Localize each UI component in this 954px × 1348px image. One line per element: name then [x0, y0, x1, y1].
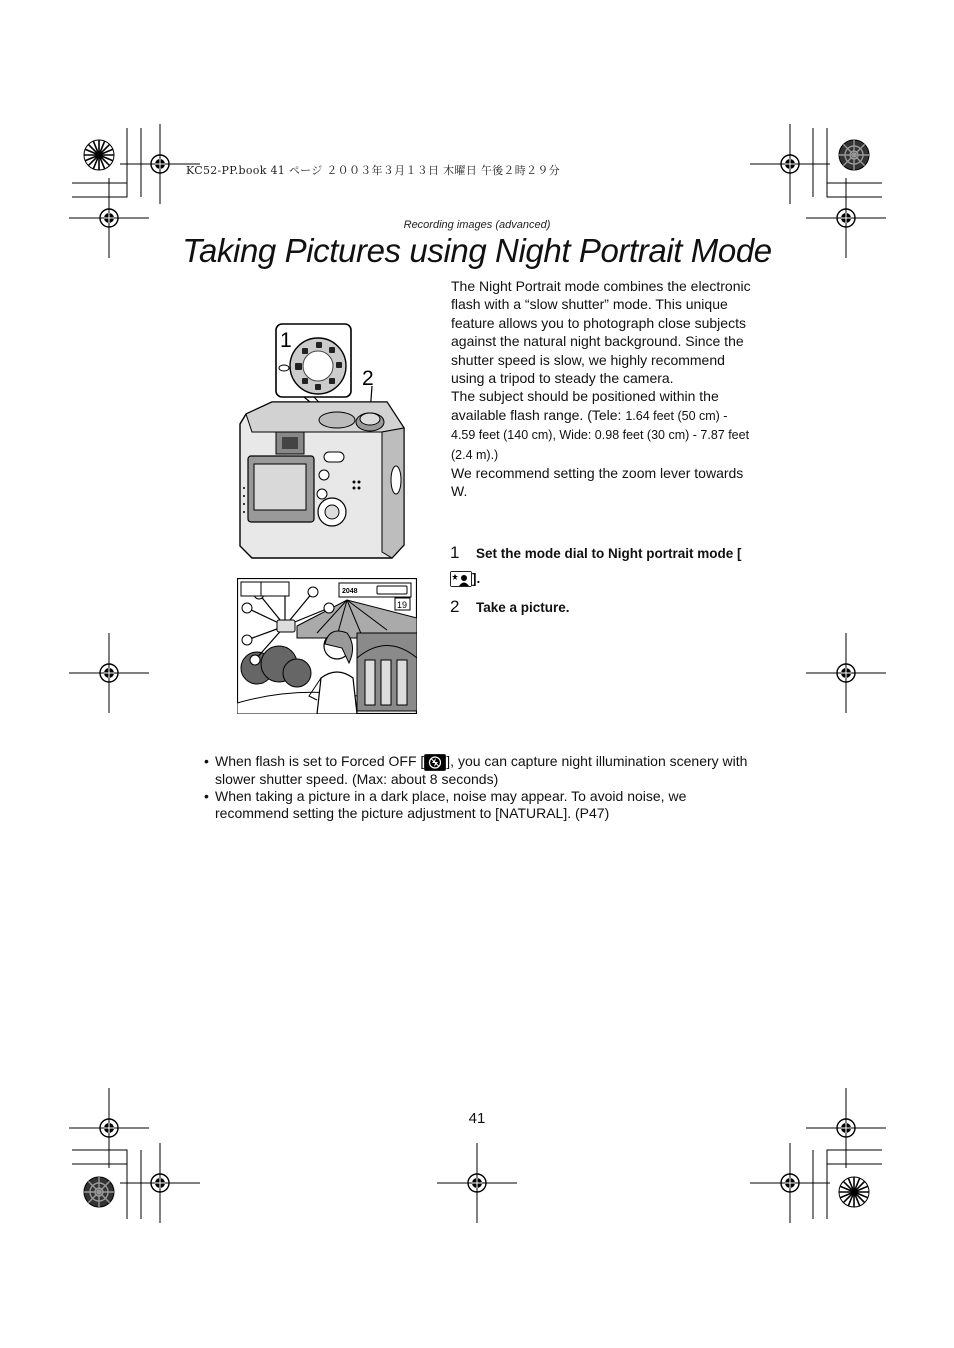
step-2: [450, 595, 750, 620]
step-1-text-end: ].: [472, 571, 481, 586]
intro-paragraph-1: The Night Portrait mode combines the electronic flash with a “slow shutter” mode. This unique feature allows you to photograph close subjects against the natural night background. Since the shutter speed is slow, we highly recommend using a tripod to steady the camera.: [451, 278, 751, 387]
flash-range-values: 1.64 feet (50 cm) - 4.59 feet (140 cm), Wide: 0.98 feet (30 cm) - 7.87 feet (2.4 m).): [451, 408, 750, 462]
page-title: Taking Pictures using Night Portrait Mode: [182, 232, 772, 269]
intro-paragraph-2: [451, 387, 751, 464]
intro-paragraph-3: We recommend setting the zoom lever towards W.: [451, 465, 744, 500]
callout-1: 1: [280, 329, 292, 352]
camera-illustration: [232, 320, 412, 562]
note-item-1: [204, 753, 764, 788]
lcd-screen-illustration: [237, 578, 417, 714]
flash-range-lead: The subject should be positioned within the available flash range. (Tele:: [451, 388, 719, 423]
flash-off-icon: [424, 754, 446, 771]
note-item-2: • When taking a picture in a dark place, noise may appear. To avoid noise, we recommend setting the picture adjustment to [NATURAL]. (P47): [204, 788, 764, 822]
step-2-number: 2: [450, 597, 460, 616]
night-portrait-mode-icon: [450, 571, 472, 587]
intro-text: [451, 277, 751, 501]
step-2-text: Take a picture.: [476, 600, 570, 615]
callout-2: 2: [362, 367, 374, 390]
notes: [204, 753, 764, 822]
note-1-text: When flash is set to Forced OFF [: [215, 753, 425, 769]
section-label: Recording images (advanced): [403, 219, 551, 231]
lcd-resolution: 2048: [342, 588, 358, 595]
step-1-number: 1: [450, 543, 460, 562]
step-1: [450, 541, 750, 591]
print-header: KC52-PP.book 41 ページ ２００３年３月１３日 木曜日 午後２時２９分: [186, 164, 560, 177]
note-1-text-end: ], you can capture night illumination scenery with slower shutter speed. (Max: about 8 seconds): [215, 753, 748, 787]
step-1-text: Set the mode dial to Night portrait mode [: [476, 546, 742, 561]
lcd-remaining: 19: [397, 600, 408, 610]
page-number: 41: [468, 1110, 486, 1127]
